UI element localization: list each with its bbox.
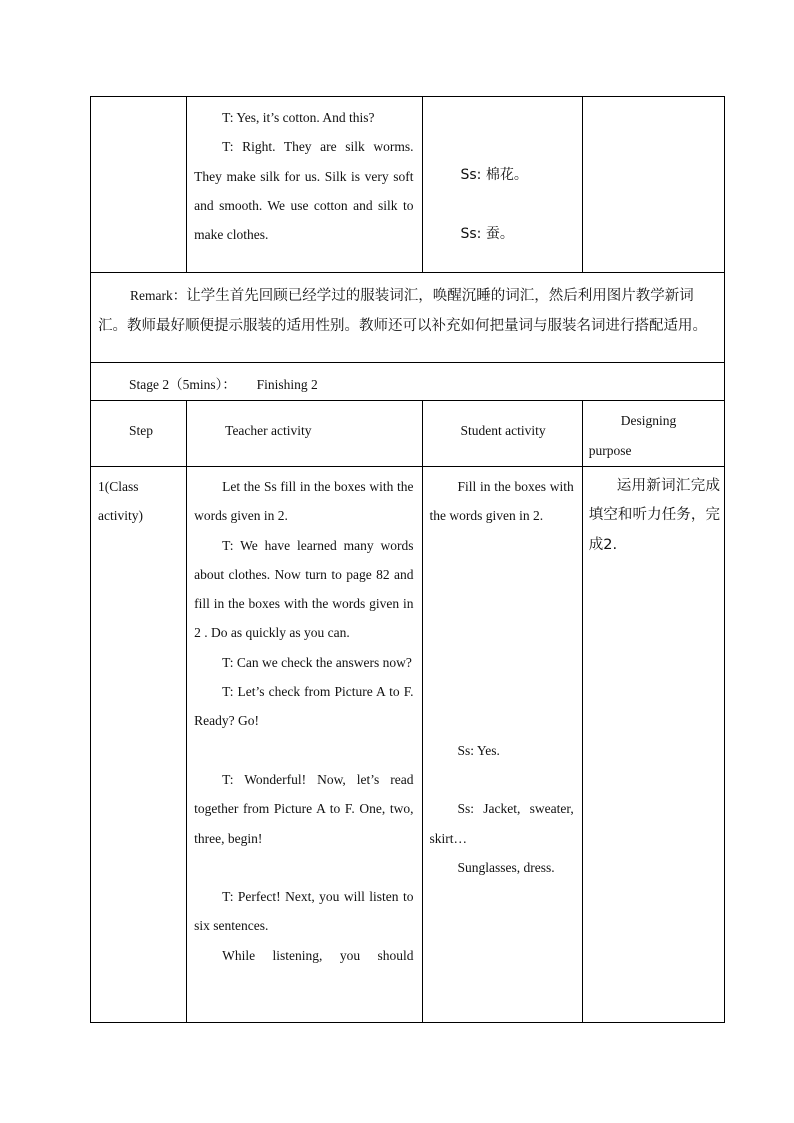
student-line: Ss: Yes. [457, 742, 500, 758]
table-row [91, 97, 725, 273]
remark-row [91, 273, 725, 363]
table-row [91, 467, 725, 1023]
step-cell [91, 97, 187, 273]
header-purpose [582, 401, 724, 467]
header-teacher-label: Teacher activity [225, 423, 312, 438]
purpose-cell [582, 467, 724, 1023]
student-line: Ss: Jacket, sweater, skirt… [429, 801, 574, 846]
stage-label: Stage 2（5mins）： [129, 377, 236, 392]
remark-text: 让学生首先回顾已经学过的服装词汇，唤醒沉睡的词汇，然后利用图片教学新词汇。教师最好顺便提示服装的适用性别。教师还可以补充如何把量词与服装名词进行搭配适用。 [98, 288, 707, 334]
header-student-label: Student activity [460, 423, 546, 438]
teacher-line: T: Yes, it’s cotton. And this? [222, 110, 375, 125]
teacher-activity-cell [187, 97, 422, 273]
purpose-cell [582, 97, 724, 273]
teacher-line: T: Wonderful! Now, let’s read together from Picture A to F. One, two, three, begin! [194, 771, 414, 846]
stage-cell [91, 363, 725, 401]
lesson-plan-table [90, 96, 725, 1023]
step-label: 1(Class activity) [98, 479, 143, 524]
teacher-line: T: Can we check the answers now? [222, 654, 412, 670]
student-line: Fill in the boxes with the words given in 2. [429, 479, 574, 524]
header-student [422, 401, 582, 467]
teacher-activity-cell [187, 467, 422, 1023]
header-step [91, 401, 187, 467]
header-step-label: Step [129, 423, 154, 438]
student-line: Ss: 棉花。 [460, 167, 528, 183]
teacher-line: T: Right. They are silk worms. They make silk for us. Silk is very soft and smooth. We use cotton and silk to make clothes. [194, 139, 414, 243]
remark-cell [91, 273, 725, 363]
stage-row [91, 363, 725, 401]
remark-label: Remark： [130, 288, 187, 303]
teacher-line: T: We have learned many words about clothes. Now turn to page 82 and fill in the boxes with the words given in 2 . Do as quickly as you can. [194, 537, 414, 641]
teacher-line: While listening, you should [222, 947, 414, 963]
student-line: Sunglasses, dress. [457, 859, 555, 875]
step-cell [91, 467, 187, 1023]
teacher-line: T: Let’s check from Picture A to F. Ready? Go! [194, 684, 414, 729]
header-teacher [187, 401, 422, 467]
teacher-line: T: Perfect! Next, you will listen to six sentences. [194, 889, 414, 934]
student-activity-cell [422, 97, 582, 273]
stage-name: Finishing 2 [256, 377, 318, 392]
student-activity-cell [422, 467, 582, 1023]
purpose-text: 运用新词汇完成填空和听力任务，完成2. [588, 478, 720, 553]
student-line: Ss: 蚕。 [460, 225, 514, 242]
header-purpose-label: Designing purpose [588, 413, 677, 458]
teacher-line: Let the Ss fill in the boxes with the words given in 2. [194, 479, 414, 524]
header-row [91, 401, 725, 467]
